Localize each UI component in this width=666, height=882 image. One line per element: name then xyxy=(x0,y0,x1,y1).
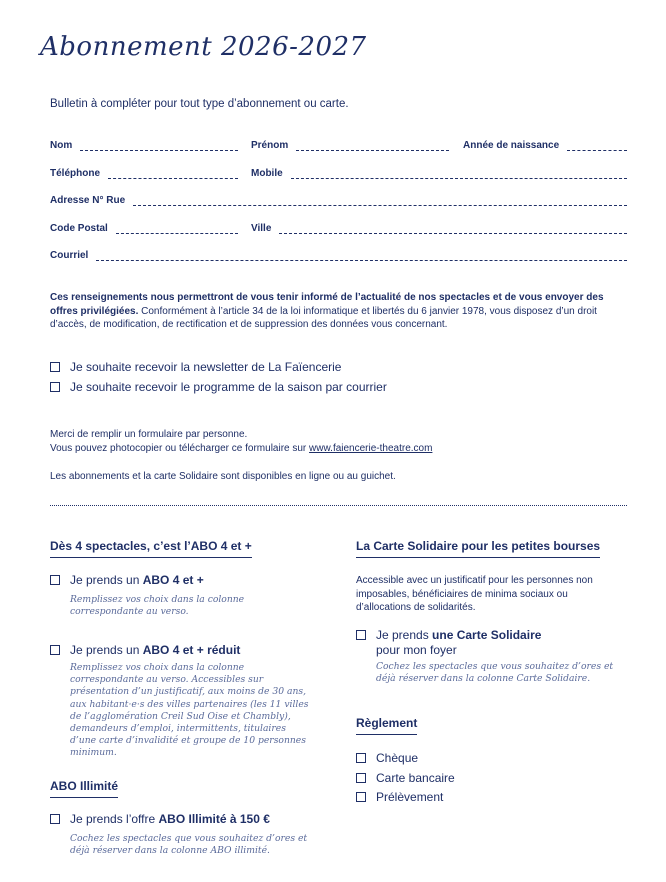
programme-option[interactable] xyxy=(50,380,387,394)
cheque-label: Chèque xyxy=(376,751,419,765)
nom-field[interactable] xyxy=(50,140,238,151)
cheque-checkbox[interactable] xyxy=(356,753,366,763)
programme-label: Je souhaite recevoir le programme de la saison par courrier xyxy=(70,380,387,394)
section-divider xyxy=(50,505,627,506)
intro-text: Bulletin à compléter pour tout type d’abonnement ou carte. xyxy=(50,98,349,110)
code-postal-field[interactable] xyxy=(50,223,238,234)
cheque-option[interactable] xyxy=(356,751,418,765)
nom-label: Nom xyxy=(50,140,73,151)
note-line1: Merci de remplir un formulaire par personne. xyxy=(50,429,248,440)
carte-bancaire-checkbox[interactable] xyxy=(356,773,366,783)
courriel-label: Courriel xyxy=(50,250,89,261)
annee-field[interactable] xyxy=(463,140,627,151)
code-postal-label: Code Postal xyxy=(50,223,108,234)
mobile-label: Mobile xyxy=(251,168,283,179)
annee-label: Année de naissance xyxy=(463,140,560,151)
prenom-line[interactable] xyxy=(296,141,449,151)
prelevement-option[interactable] xyxy=(356,790,443,804)
carte-solidaire-hint: Cochez les spectacles que vous souhaitez d’ores et déjà réserver dans la colonne Carte Solidaire. xyxy=(376,661,614,685)
privacy-notice xyxy=(50,291,630,332)
notes xyxy=(50,428,432,456)
abo-illimite-heading: ABO Illimité xyxy=(50,779,118,798)
abo4-choice[interactable] xyxy=(50,573,204,588)
carte-solidaire-heading: La Carte Solidaire pour les petites bourses xyxy=(356,539,600,558)
prenom-field[interactable] xyxy=(251,140,449,151)
ville-line[interactable] xyxy=(279,224,627,234)
telephone-label: Téléphone xyxy=(50,168,101,179)
abo4-reduit-choice[interactable] xyxy=(50,643,240,658)
courriel-field[interactable] xyxy=(50,250,627,261)
prenom-label: Prénom xyxy=(251,140,289,151)
note-line2 xyxy=(50,442,432,456)
mobile-field[interactable] xyxy=(251,168,627,179)
carte-solidaire-pre: Je prends xyxy=(376,628,433,642)
carte-solidaire-checkbox[interactable] xyxy=(356,630,366,640)
carte-solidaire-choice[interactable] xyxy=(356,628,541,658)
prelevement-label: Prélèvement xyxy=(376,790,444,804)
abo-illimite-checkbox[interactable] xyxy=(50,814,60,824)
abo4-bold: ABO 4 et + xyxy=(142,573,204,587)
mobile-line[interactable] xyxy=(291,169,627,179)
code-postal-line[interactable] xyxy=(116,224,238,234)
telephone-line[interactable] xyxy=(108,169,238,179)
carte-solidaire-post: pour mon foyer xyxy=(376,643,457,657)
abo4-pre: Je prends un xyxy=(70,573,143,587)
abo4-hint: Remplissez vos choix dans la colonne correspondante au verso. xyxy=(70,594,245,618)
abo4-checkbox[interactable] xyxy=(50,575,60,585)
note-line2-text: Vous pouvez photocopier ou télécharger ce formulaire sur xyxy=(50,443,310,454)
adresse-field[interactable] xyxy=(50,195,627,206)
abo4-reduit-pre: Je prends un xyxy=(70,643,143,657)
newsletter-checkbox[interactable] xyxy=(50,362,60,372)
ville-label: Ville xyxy=(251,223,272,234)
newsletter-option[interactable] xyxy=(50,360,341,374)
courriel-line[interactable] xyxy=(96,251,627,261)
abo4-reduit-bold: ABO 4 et + réduit xyxy=(142,643,241,657)
telephone-field[interactable] xyxy=(50,168,238,179)
privacy-bold: Ces renseignements nous permettront de vous tenir informé de l’actualité de nos spectacles et de vous envoyer des offres privilégiées. xyxy=(50,292,604,317)
ville-field[interactable] xyxy=(251,223,627,234)
note-line3: Les abonnements et la carte Solidaire sont disponibles en ligne ou au guichet. xyxy=(50,471,396,482)
abo4-reduit-hint: Remplissez vos choix dans la colonne correspondante au verso. Accessibles sur présentation d’un justificatif, aux moins de 30 ans, aux habitant·e·s des villes partenaires (les 11 villes de l’agglomération Creil Sud Oise et Chambly), demandeurs d’emploi, intermittents, titulaires d’une carte d’invalidité et groupe de 10 personnes minimum. xyxy=(70,662,309,759)
carte-bancaire-label: Carte bancaire xyxy=(376,771,455,785)
privacy-rest: Conformément à l’article 34 de la loi informatique et libertés du 6 janvier 1978, vous disposez d’un droit d’accès, de modification, de rectification et de suppression des données vous concernant. xyxy=(50,305,597,330)
abo4-heading: Dès 4 spectacles, c’est l’ABO 4 et + xyxy=(50,539,252,558)
carte-bancaire-option[interactable] xyxy=(356,771,455,785)
abo4-reduit-checkbox[interactable] xyxy=(50,645,60,655)
reglement-heading: Règlement xyxy=(356,716,417,735)
programme-checkbox[interactable] xyxy=(50,382,60,392)
annee-line[interactable] xyxy=(567,141,627,151)
abo-illimite-hint: Cochez les spectacles que vous souhaitez d’ores et déjà réserver dans la colonne ABO illimité. xyxy=(70,833,308,857)
website-link[interactable]: www.faiencerie-theatre.com xyxy=(309,443,433,454)
newsletter-label: Je souhaite recevoir la newsletter de La Faïencerie xyxy=(70,360,342,374)
carte-solidaire-text: Accessible avec un justificatif pour les personnes non imposables, bénéficiaires de minima sociaux ou d’allocations de solidarités. xyxy=(356,575,593,613)
abo-illimite-bold: ABO Illimité à 150 € xyxy=(158,812,270,826)
page-title: Abonnement 2026-2027 xyxy=(40,32,367,62)
carte-solidaire-bold: une Carte Solidaire xyxy=(432,628,542,642)
prelevement-checkbox[interactable] xyxy=(356,792,366,802)
nom-line[interactable] xyxy=(80,141,238,151)
abo-illimite-choice[interactable] xyxy=(50,812,270,827)
adresse-line[interactable] xyxy=(133,196,627,206)
abo-illimite-pre: Je prends l’offre xyxy=(70,812,159,826)
adresse-label: Adresse N° Rue xyxy=(50,195,126,206)
